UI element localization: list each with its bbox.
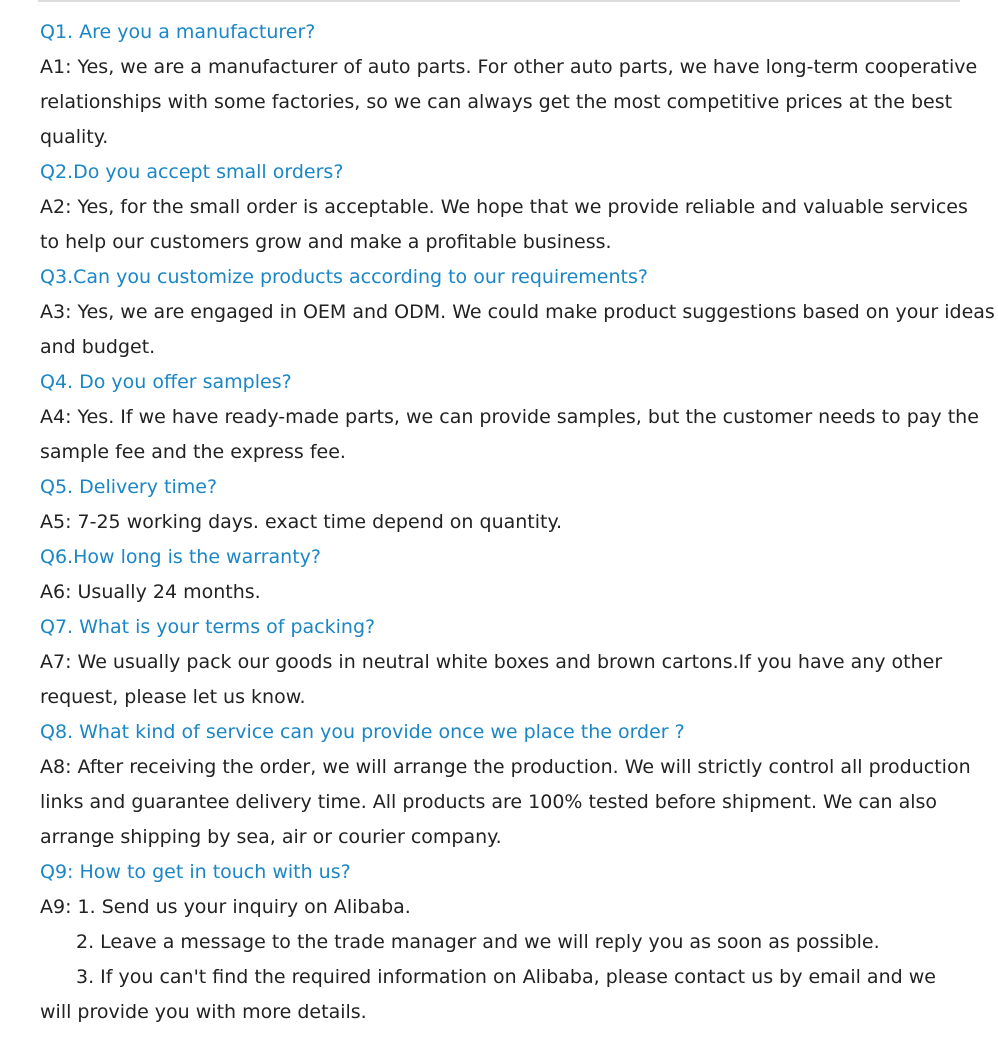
faq-question: Q3.Can you customize products according to our requirements? xyxy=(40,266,648,288)
faq-question: Q9: How to get in touch with us? xyxy=(40,861,351,883)
faq-answer-line: A8: After receiving the order, we will arrange the production. We will strictly control all production xyxy=(40,756,971,778)
faq-answer-line: A3: Yes, we are engaged in OEM and ODM. We could make product suggestions based on your ideas xyxy=(40,301,995,323)
faq-answer-line: request, please let us know. xyxy=(40,686,306,708)
faq-answer-line: A1: Yes, we are a manufacturer of auto parts. For other auto parts, we have long-term cooperative xyxy=(40,56,978,78)
faq-answer-line: links and guarantee delivery time. All products are 100% tested before shipment. We can also xyxy=(40,791,938,813)
faq-answer-line: A9: 1. Send us your inquiry on Alibaba. xyxy=(40,896,411,918)
faq-item-6 xyxy=(40,540,970,610)
faq-question: Q2.Do you accept small orders? xyxy=(40,161,344,183)
faq-answer-line: relationships with some factories, so we can always get the most competitive prices at the best xyxy=(40,91,953,113)
faq-item-4 xyxy=(40,365,979,470)
faq-item-5 xyxy=(40,470,970,540)
faq-answer-line: will provide you with more details. xyxy=(40,1001,367,1023)
faq-item-7 xyxy=(40,610,970,715)
faq-answer-line: to help our customers grow and make a profitable business. xyxy=(40,231,612,253)
faq-answer-line: 2. Leave a message to the trade manager and we will reply you as soon as possible. xyxy=(76,931,880,953)
faq-answer-line: A4: Yes. If we have ready-made parts, we can provide samples, but the customer needs to pay the xyxy=(40,406,979,428)
faq-answer-line: 3. If you can't find the required information on Alibaba, please contact us by email and we xyxy=(76,966,936,988)
faq-answer-line: arrange shipping by sea, air or courier company. xyxy=(40,826,502,848)
faq-answer-line: A6: Usually 24 months. xyxy=(40,581,261,603)
faq-item-1 xyxy=(40,15,978,155)
faq-answer-line: sample fee and the express fee. xyxy=(40,441,346,463)
faq-answer-line: A7: We usually pack our goods in neutral white boxes and brown cartons.If you have any other xyxy=(40,651,943,673)
faq-question: Q1. Are you a manufacturer? xyxy=(40,21,316,43)
faq-answer-line: A2: Yes, for the small order is acceptable. We hope that we provide reliable and valuable services xyxy=(40,196,968,218)
top-divider xyxy=(38,0,960,2)
faq-item-8 xyxy=(40,715,970,855)
faq-question: Q8. What kind of service can you provide once we place the order ? xyxy=(40,721,685,743)
faq-item-9 xyxy=(40,855,970,1030)
faq-question: Q7. What is your terms of packing? xyxy=(40,616,376,638)
faq-item-2 xyxy=(40,155,970,260)
faq-question: Q5. Delivery time? xyxy=(40,476,218,498)
faq-list xyxy=(40,15,995,1030)
faq-item-3 xyxy=(40,260,995,365)
faq-answer-line: and budget. xyxy=(40,336,156,358)
faq-question: Q6.How long is the warranty? xyxy=(40,546,321,568)
faq-answer-line: quality. xyxy=(40,126,109,148)
faq-answer-line: A5: 7-25 working days. exact time depend on quantity. xyxy=(40,511,563,533)
faq-question: Q4. Do you offer samples? xyxy=(40,371,292,393)
